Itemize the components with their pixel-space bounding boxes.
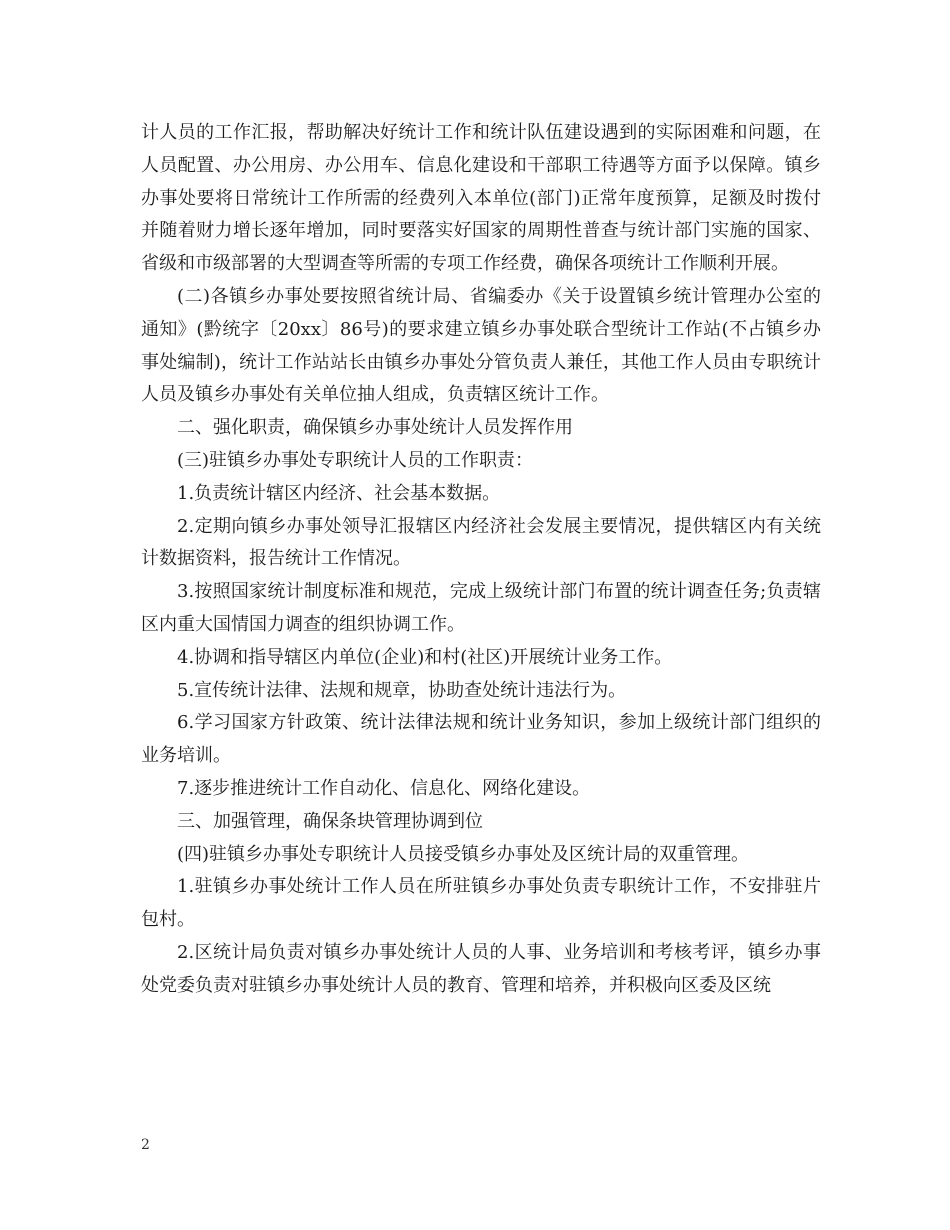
list-item-4: 4.协调和指导辖区内单位(企业)和村(社区)开展统计业务工作。 xyxy=(177,646,673,668)
management-item-2: 2.区统计局负责对镇乡办事处统计人员的人事、业务培训和考核考评，镇乡办事处党委负责对驻镇乡办事处统计人员的教育、管理和培养，并积极向区委及区统 xyxy=(141,941,821,996)
body-text xyxy=(141,117,821,1003)
list-item-6: 6.学习国家方针政策、统计法律法规和统计业务知识，参加上级统计部门组织的业务培训。 xyxy=(141,712,821,767)
management-item-1: 1.驻镇乡办事处统计工作人员在所驻镇乡办事处负责专职统计工作，不安排驻片包村。 xyxy=(141,876,821,931)
list-item-7: 7.逐步推进统计工作自动化、信息化、网络化建设。 xyxy=(177,777,591,799)
paragraph-1: 计人员的工作汇报，帮助解决好统计工作和统计队伍建设遇到的实际困难和问题，在人员配置、办公用房、办公用车、信息化建设和干部职工待遇等方面予以保障。镇乡办事处要将日常统计工作所需的经费列入本单位(部门)正常年度预算，足额及时拨付并随着财力增长逐年增加，同时要落实好国家的周期性普查与统计部门实施的国家、省级和市级部署的大型调查等所需的专项工作经费，确保各项统计工作顺利开展。 xyxy=(141,122,821,275)
paragraph-2: (二)各镇乡办事处要按照省统计局、省编委办《关于设置镇乡统计管理办公室的通知》(黔统字〔20xx〕86号)的要求建立镇乡办事处联合型统计工作站(不占镇乡办事处编制)，统计工作站站长由镇乡办事处分管负责人兼任，其他工作人员由专职统计人员及镇乡办事处有关单位抽人组成，负责辖区统计工作。 xyxy=(141,285,821,406)
list-item-3: 3.按照国家统计制度标准和规范，完成上级统计部门布置的统计调查任务;负责辖区内重大国情国力调查的组织协调工作。 xyxy=(141,581,821,635)
section-heading-3: 三、加强管理，确保条块管理协调到位 xyxy=(177,810,483,832)
list-item-5: 5.宣传统计法律、法规和规章，协助查处统计违法行为。 xyxy=(177,679,627,701)
page-number: 2 xyxy=(141,1137,150,1153)
section-heading-2: 二、强化职责，确保镇乡办事处统计人员发挥作用 xyxy=(177,417,573,439)
list-item-2: 2.定期向镇乡办事处领导汇报辖区内经济社会发展主要情况，提供辖区内有关统计数据资料，报告统计工作情况。 xyxy=(141,515,821,570)
list-item-1: 1.负责统计辖区内经济、社会基本数据。 xyxy=(177,482,501,504)
paragraph-4-heading: (四)驻镇乡办事处专职统计人员接受镇乡办事处及区统计局的双重管理。 xyxy=(177,843,750,865)
paragraph-3-heading: (三)驻镇乡办事处专职统计人员的工作职责： xyxy=(177,449,534,471)
